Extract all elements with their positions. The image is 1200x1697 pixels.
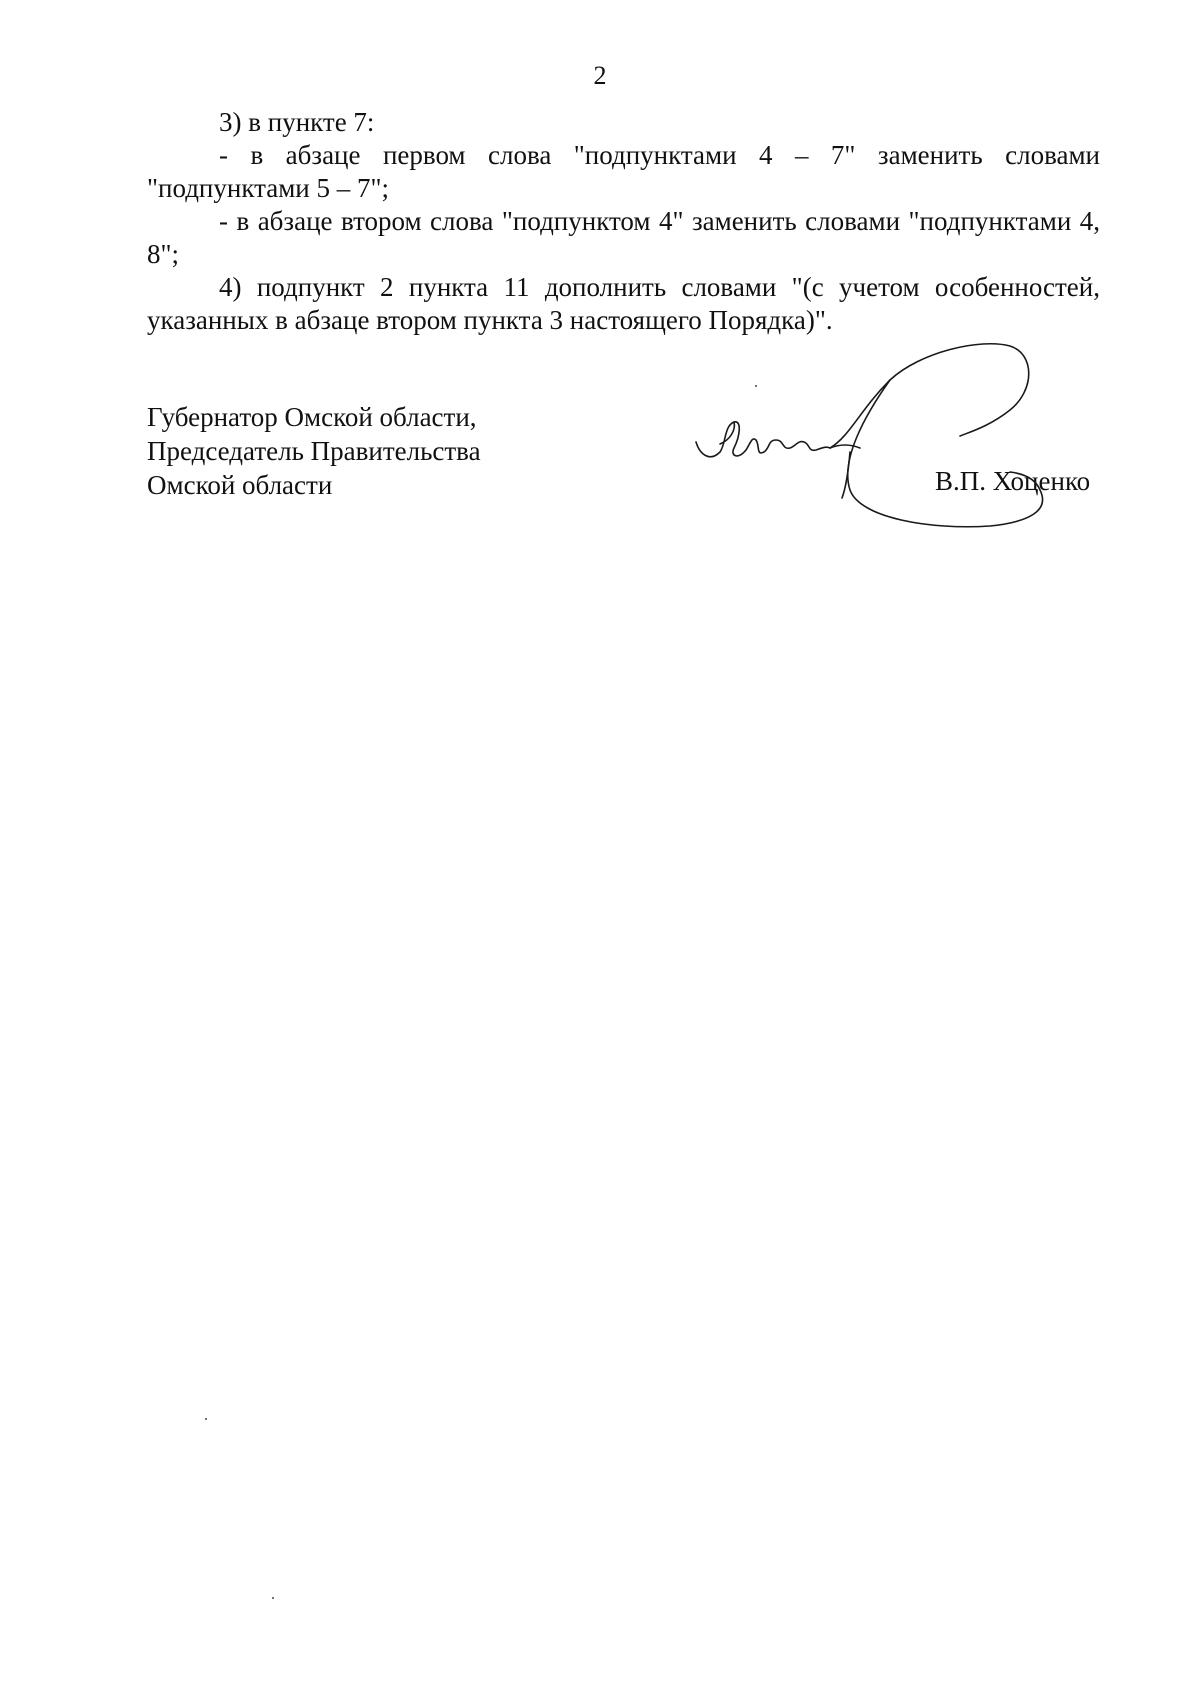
- page-number: 2: [593, 61, 607, 90]
- document-body: [147, 106, 1100, 337]
- paragraph-item-4-addition: 4) подпункт 2 пункта 11 дополнить словами "(с учетом особенностей, указанных в абзаце втором пункта 3 настоящего Порядка)".: [147, 272, 1100, 335]
- scan-speck: [205, 1418, 207, 1420]
- paragraph-second-abzac-change: - в абзаце втором слова "подпунктом 4" заменить словами "подпунктами 4, 8";: [147, 206, 1100, 269]
- paragraph-first-abzac-change: - в абзаце первом слова "подпунктами 4 – 7" заменить словами "подпунктами 5 – 7";: [147, 140, 1100, 203]
- scan-speck: [755, 385, 757, 387]
- scan-speck: [272, 1597, 274, 1599]
- signatory-title: [147, 400, 481, 502]
- signatory-title-line-3: Омской области: [147, 470, 333, 500]
- signatory-title-line-2: Председатель Правительства: [147, 436, 481, 466]
- signatory-title-line-1: Губернатор Омской области,: [147, 402, 477, 432]
- handwritten-signature-icon: [690, 340, 1110, 550]
- paragraph-item-3-heading: 3) в пункте 7:: [219, 107, 375, 137]
- signer-name: В.П. Хоценко: [935, 466, 1091, 496]
